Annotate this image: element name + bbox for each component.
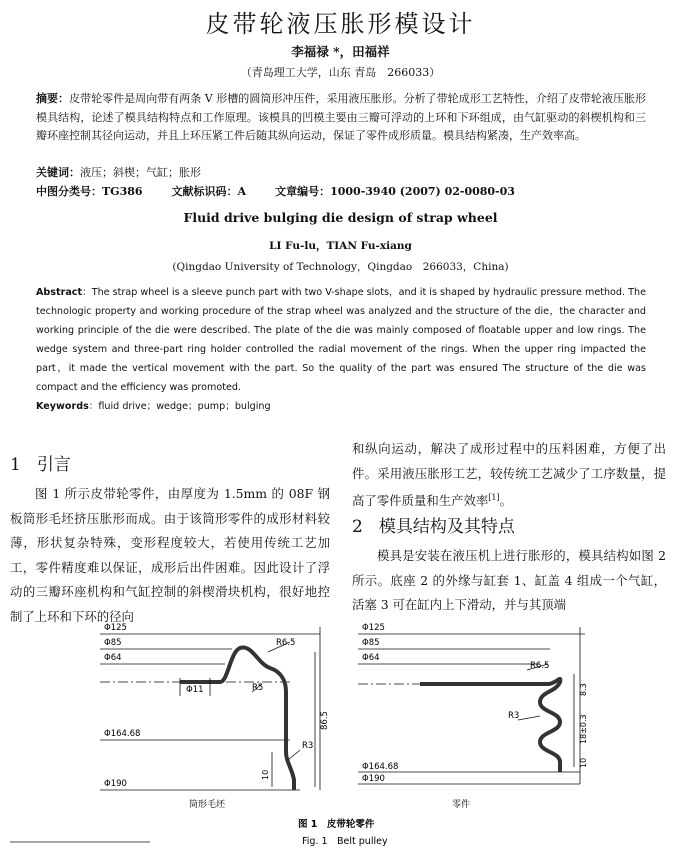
abstract-en-label: Abstract — [36, 287, 83, 298]
abstract-cn — [36, 90, 646, 146]
section-1-paragraph: 图 1 所示皮带轮零件，由厚度为 1.5mm 的 08F 钢板筒形毛坯挤压胀形而成。由于该筒形零件的成形材料较薄，形状复杂特殊，变形程度较大，若使用传统工艺加工，零件精度难以保证，成形后出件困难。因此设计了浮动的三瓣环座机构和气缸控制的斜楔滑块机构，很好地控制了上环和下环的径向 — [10, 486, 330, 624]
blank-caption: 筒形毛坯 — [189, 800, 226, 810]
abstract-en-text: ：The strap wheel is a sleeve punch part with two V-shape slots，and it is shaped by hydraulic pressure method. The technologic property and working procedure of the strap wheel was analyzed and the structure of the die，the character and working principle of the die were described. The plate of the die was mainly composed of floatable upper and low rings. The wedge system and three-part ring holder controlled the radial movement of the rings. When the upper ring impacted the part，it made the vertical movement with the part. So the quality of the part was ensured The structure of the die was compact and the efficiency was promoted. — [36, 287, 646, 393]
blank-profile — [180, 647, 294, 790]
part-r3-label: R3 — [508, 711, 520, 721]
abstract-cn-label: 摘要： — [36, 92, 70, 105]
section-1-continuation — [352, 437, 666, 514]
part-dim83-label: 8.3 — [579, 683, 588, 696]
leader-line — [288, 750, 300, 760]
paper-title: 皮带轮液压胀形模设计 — [205, 10, 476, 38]
blank-r3-label: R3 — [302, 741, 314, 751]
part-d190-label: Φ190 — [362, 774, 385, 784]
blank-drawing — [100, 627, 320, 790]
article-label: 文章编号： — [275, 185, 331, 198]
part-drawing — [358, 627, 585, 784]
figure-caption-en: Fig. 1 Belt pulley — [302, 836, 388, 847]
reference-marker: [1] — [488, 493, 500, 502]
blank-h10-label: 10 — [261, 769, 270, 780]
author-line: 李福禄 *，田福祥 — [291, 44, 390, 59]
blank-d16468-label: Φ164.68 — [104, 729, 141, 739]
section-1-title: 引言 — [36, 455, 71, 475]
figure-caption-cn: 图 1 皮带轮零件 — [298, 819, 375, 830]
part-r65-label: R6.5 — [530, 661, 550, 671]
leader-line — [518, 716, 540, 720]
section-2-heading — [352, 512, 515, 537]
keywords-cn — [36, 164, 646, 183]
keywords-en-label: Keywords — [36, 401, 89, 412]
section-1-cont-text: 和纵向运动，解决了成形过程中的压料困难，方便了出件。采用液压胀形工艺，较传统工艺减少了工序数量，提高了零件质量和生产效率 — [352, 441, 666, 509]
affiliation: （青岛理工大学，山东 青岛 266033） — [240, 66, 441, 79]
part-caption: 零件 — [452, 800, 471, 810]
keywords-cn-label: 关键词： — [36, 166, 80, 179]
classification-line — [36, 183, 646, 199]
part-dim10-label: 10 — [579, 757, 588, 768]
part-d16468-label: Φ164.68 — [362, 762, 399, 772]
section-2-paragraph: 模具是安装在液压机上进行胀形的，模具结构如图 2 所示。底座 2 的外缘与缸套 1、缸盖 4 组成一个气缸，活塞 3 可在缸内上下滑动，并与其顶端 — [352, 548, 666, 612]
section-2-title: 模具结构及其特点 — [378, 517, 515, 537]
section-1-number: 1 — [10, 455, 21, 475]
blank-d11-label: Φ11 — [186, 685, 204, 695]
keywords-en-text: ：fluid drive；wedge；pump；bulging — [88, 401, 271, 412]
part-d125-label: Φ125 — [362, 623, 385, 633]
abstract-en — [36, 283, 646, 397]
blank-d64-label: Φ64 — [104, 653, 122, 663]
blank-r65-label: R6.5 — [276, 638, 296, 648]
figure-1 — [0, 612, 681, 848]
doc-label: 文献标识码： — [171, 185, 238, 198]
english-title: Fluid drive bulging die design of strap wheel — [183, 210, 498, 225]
article-value: 1000-3940 (2007) 02-0080-03 — [330, 185, 515, 198]
blank-h865-label: 86.5 — [320, 711, 330, 730]
section-1-cont-end: 。 — [499, 493, 513, 509]
blank-r5-label: R5 — [252, 683, 264, 693]
part-dim18-label: 18±0.3 — [579, 714, 588, 744]
doc-value: A — [237, 185, 247, 198]
part-profile — [420, 679, 560, 772]
part-d85-label: Φ85 — [362, 638, 380, 648]
abstract-cn-text: 皮带轮零件是周向带有两条 V 形槽的圆筒形冲压件，采用液压胀形。分析了带轮成形工艺特性，介绍了皮带轮液压胀形模具结构，论述了模具结构特点和工作原理。该模具的凹模主要由三瓣可浮动的上环和下环组成，由气缸驱动的斜楔机构和三瓣环座控制其径向运动，并且上环压紧工件后随其纵向运动，保证了零件成形质量。模具结构紧凑，生产效率高。 — [36, 92, 647, 142]
english-authors: LI Fu-lu，TIAN Fu-xiang — [269, 240, 412, 252]
section-1-heading — [10, 450, 71, 475]
blank-d85-label: Φ85 — [104, 638, 122, 648]
blank-d190-label: Φ190 — [104, 779, 127, 789]
part-d64-label: Φ64 — [362, 653, 380, 663]
blank-d125-label: Φ125 — [104, 623, 127, 633]
english-affiliation: (Qingdao University of Technology，Qingdao 266033，China) — [172, 261, 509, 273]
clc-label: 中图分类号： — [36, 185, 102, 198]
keywords-en — [36, 397, 646, 416]
clc-value: TG386 — [102, 185, 143, 198]
keywords-cn-text: 液压；斜楔；气缸；胀形 — [80, 166, 201, 179]
section-2-number: 2 — [352, 517, 363, 537]
